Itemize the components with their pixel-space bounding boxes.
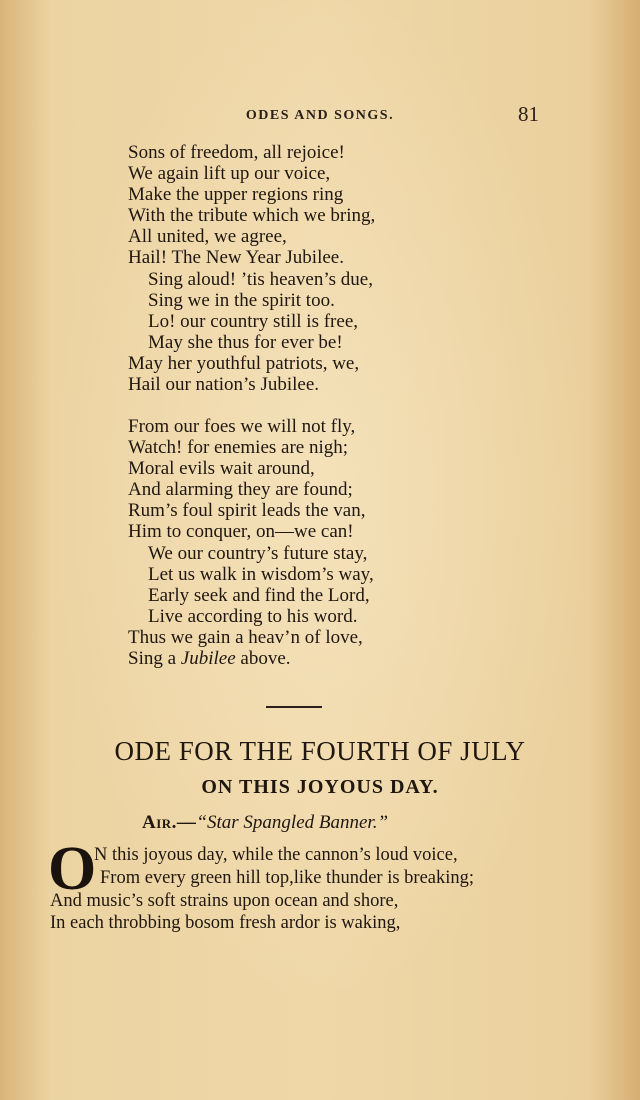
verse-line: Sing we in the spirit too. xyxy=(148,289,335,311)
page-number: 81 xyxy=(518,102,539,126)
verse-line: Early seek and find the Lord, xyxy=(148,584,370,606)
drop-cap-letter: O xyxy=(48,835,97,903)
verse-line: Sing a Jubilee above. xyxy=(128,648,291,670)
verse-line: We again lift up our voice, xyxy=(128,163,331,185)
verse-line: May her youthful patriots, we, xyxy=(128,352,360,374)
verse-line: Moral evils wait around, xyxy=(128,458,315,480)
ode-line-2: From every green hill top,like thunder is breaking; xyxy=(100,868,475,888)
verse-line: Watch! for enemies are nigh; xyxy=(128,437,349,459)
ode-line-4: In each throbbing bosom fresh ardor is waking, xyxy=(50,913,401,933)
ode-line-1: N this joyous day, while the cannon’s loud voice, xyxy=(94,845,458,865)
section-divider xyxy=(266,706,322,708)
air-line xyxy=(142,812,388,834)
verse-line: Hail! The New Year Jubilee. xyxy=(128,247,344,269)
ode-subtitle: ON THIS JOYOUS DAY. xyxy=(201,776,439,798)
verse-line: We our country’s future stay, xyxy=(148,542,368,564)
verse-line: Let us walk in wisdom’s way, xyxy=(148,563,374,585)
verse-line: Thus we gain a heav’n of love, xyxy=(128,626,363,648)
verse-line: Rum’s foul spirit leads the van, xyxy=(128,500,366,522)
verse-line: Hail our nation’s Jubilee. xyxy=(128,374,320,396)
verse-line: Him to conquer, on—we can! xyxy=(128,521,354,543)
running-header-title: ODES AND SONGS. xyxy=(245,108,395,123)
verse-line: Sons of freedom, all rejoice! xyxy=(128,142,345,163)
stanza-2 xyxy=(128,416,588,669)
verse-line: Make the upper regions ring xyxy=(128,184,344,206)
verse-line: All united, we agree, xyxy=(128,226,287,248)
verse-line: Live according to his word. xyxy=(148,605,358,627)
stanza-1 xyxy=(128,142,588,395)
verse-line: And alarming they are found; xyxy=(128,479,353,501)
verse-line: Sing aloud! ’tis heaven’s due, xyxy=(148,268,373,290)
verse-line: Lo! our country still is free, xyxy=(148,310,359,332)
verse-line: May she thus for ever be! xyxy=(148,331,343,353)
ode-title: ODE FOR THE FOURTH OF JULY xyxy=(114,736,526,766)
ode-line-3: And music’s soft strains upon ocean and shore, xyxy=(50,891,399,911)
verse-line: From our foes we will not fly, xyxy=(128,416,356,437)
air-label: Air.— xyxy=(142,812,197,833)
air-tune: “Star Spangled Banner.” xyxy=(196,812,389,833)
verse-line: With the tribute which we bring, xyxy=(128,205,376,227)
